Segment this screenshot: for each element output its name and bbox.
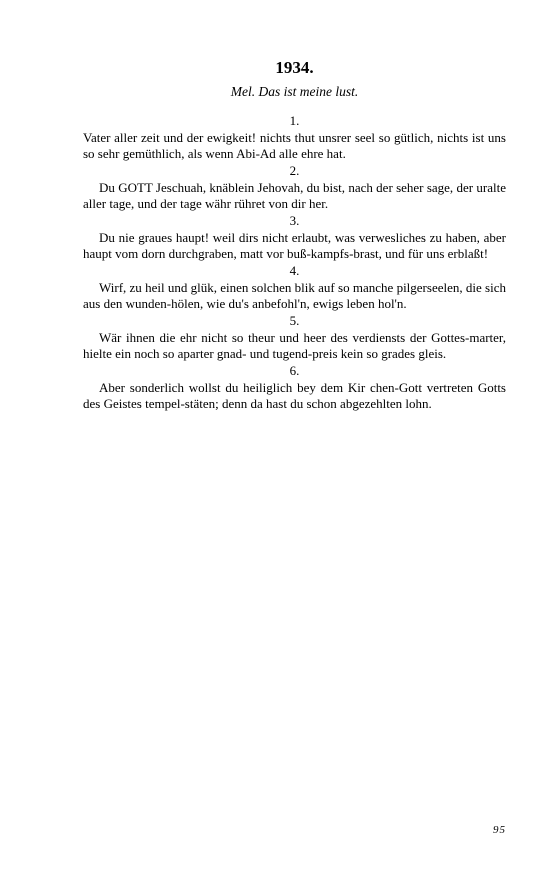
verse-2 [83,163,506,213]
verse-text: Du nie graues haupt! weil dirs nicht erlaubt, was verwesliches zu haben, aber haupt vom dorn durchgraben, matt vor buß-kampfs-brast, und für uns erblaßt! [83,229,506,261]
verse-1 [83,113,506,163]
verse-number: 4. [289,263,300,278]
verse-number: 3. [289,213,300,228]
verse-number: 5. [289,313,300,328]
verse-3 [83,213,506,263]
verse-text: Du GOTT Jeschuah, knäblein Jehovah, du bist, nach der seher sage, der uralte aller tage, und der tage währ rühret von dir her. [83,179,506,211]
melody-line: Mel. Das ist meine lust. [230,84,359,99]
verse-number: 6. [289,363,300,378]
verse-number: 2. [289,163,300,178]
verse-text: Wirf, zu heil und glük, einen solchen blik auf so manche pilgerseelen, die sich aus den wunden-hölen, wie du's anbefohl'n, ewigs leben hol'n. [83,279,506,311]
verse-4 [83,263,506,313]
verse-text: Aber sonderlich wollst du heiliglich bey dem Kir chen-Gott vertreten Gotts des Geistes tempel-stäten; denn da hast du schon abgezehlten lohn. [83,379,506,411]
verse-text: Wär ihnen die ehr nicht so theur und heer des verdiensts der Gottes-marter, hielte ein noch so aparter gnad- und tugend-preis kein so grades gleis. [83,329,506,361]
verse-number: 1. [289,113,300,128]
hymn-number: 1934. [275,58,314,77]
page-body [83,58,506,413]
page-number: 95 [493,824,506,836]
verse-6 [83,363,506,413]
verse-text: Vater aller zeit und der ewigkeit! nichts thut unsrer seel so gütlich, nichts ist uns so sehr gemüthlich, als wenn Abi-Ad alle ehre hat. [83,129,506,161]
verse-5 [83,313,506,363]
